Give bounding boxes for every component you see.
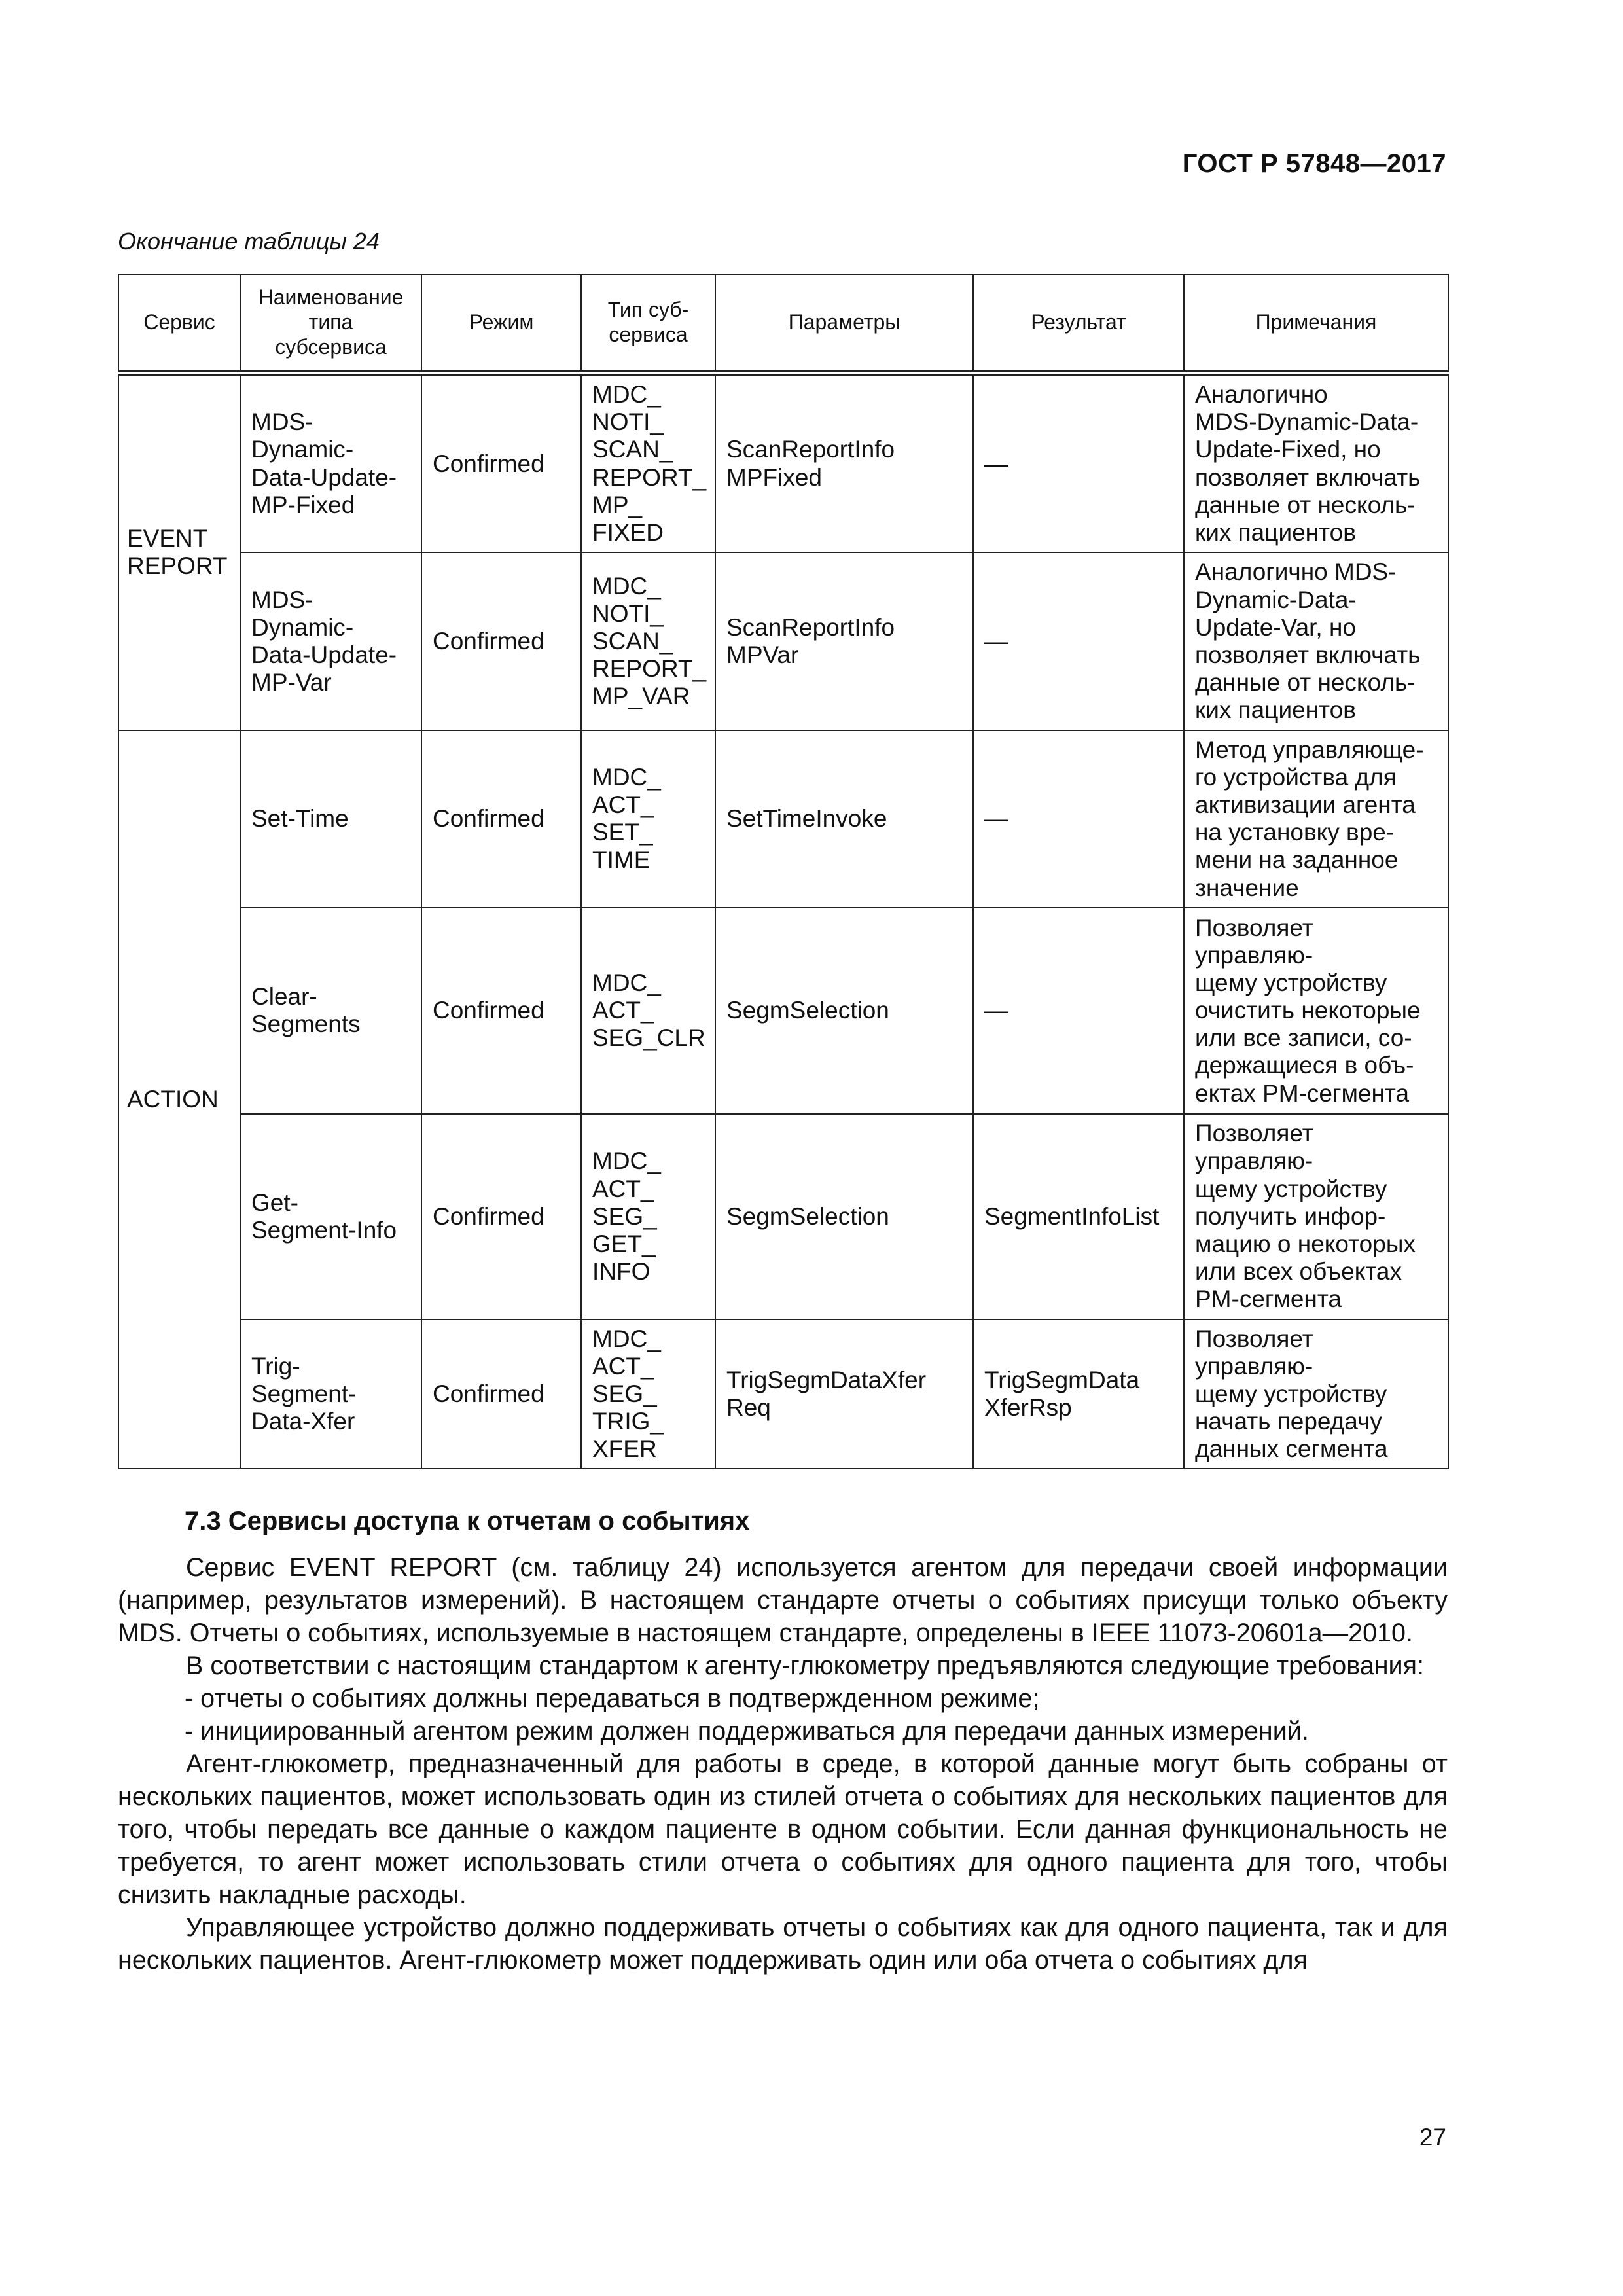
list-item: - инициированный агентом режим должен поддерживаться для передачи данных измерений. <box>185 1717 1309 1746</box>
paragraph: Агент-глюкометр, предназначенный для работы в среде, в которой данные могут быть собраны от нескольких пациентов, может использовать один из стилей отчета о событиях для нескольких пациентов для того, чтобы передать все данные о каждом пациенте в одном событии. Если данная функциональность не требуется, то агент может использовать стили отчета о событиях для одного пациента для того, чтобы снизить накладные расходы. <box>118 1749 1448 1909</box>
list-item: - отчеты о событиях должны передаваться в подтвержденном режиме; <box>185 1684 1040 1713</box>
notes-cell: Аналогично MDS- Dynamic-Data- Update-Var, но позволяет включать данные от несколь- ких пациентов <box>1184 552 1448 730</box>
mode-cell: Confirmed <box>421 552 581 730</box>
document-code: ГОСТ Р 57848—2017 <box>1182 149 1446 178</box>
notes-cell: Аналогично MDS-Dynamic-Data- Update-Fixed, но позволяет включать данные от несколь- ких пациентов <box>1184 373 1448 552</box>
result-cell: — <box>973 730 1184 908</box>
table-caption: Окончание таблицы 24 <box>118 228 380 255</box>
paragraph: Сервис EVENT REPORT (см. таблицу 24) используется агентом для передачи своей информации (например, результатов измерений). В настоящем стандарте отчеты о событиях присущи только объекту MDS. Отчеты о событиях, используемые в настоящем стандарте, определены в IEEE 11073-20601a—2010. <box>118 1553 1448 1647</box>
parameters-cell: SetTimeInvoke <box>715 730 973 908</box>
subservice-name-cell: Clear- Segments <box>240 908 421 1114</box>
header-parameters: Параметры <box>715 274 973 373</box>
subservice-type-cell: MDC_ ACT_ SEG_ TRIG_ XFER <box>581 1319 715 1469</box>
subservice-name-cell: Set-Time <box>240 730 421 908</box>
parameters-cell: SegmSelection <box>715 908 973 1114</box>
section-heading: 7.3 Сервисы доступа к отчетам о событиях <box>185 1507 750 1535</box>
subservice-name-cell: MDS- Dynamic- Data-Update- MP-Var <box>240 552 421 730</box>
table-header-row <box>118 274 1448 373</box>
subservice-type-cell: MDC_ ACT_ SEG_ GET_ INFO <box>581 1114 715 1320</box>
parameters-cell: ScanReportInfo MPFixed <box>715 373 973 552</box>
subservice-name-cell: Trig- Segment- Data-Xfer <box>240 1319 421 1469</box>
section-body <box>118 1551 1448 1977</box>
result-cell: — <box>973 552 1184 730</box>
mode-cell: Confirmed <box>421 1114 581 1320</box>
page-number: 27 <box>1419 2124 1446 2151</box>
notes-cell: Метод управляюще- го устройства для активизации агента на установку вре- мени на заданное значение <box>1184 730 1448 908</box>
table-row <box>118 908 1448 1114</box>
subservice-type-cell: MDC_ NOTI_ SCAN_ REPORT_ MP_ FIXED <box>581 373 715 552</box>
paragraph: В соответствии с настоящим стандартом к агенту-глюкометру предъявляются следующие требования: <box>186 1651 1424 1680</box>
result-cell: TrigSegmData XferRsp <box>973 1319 1184 1469</box>
mode-cell: Confirmed <box>421 1319 581 1469</box>
table-row <box>118 1319 1448 1469</box>
header-subservice-name: Наименование типа субсервиса <box>240 274 421 373</box>
parameters-cell: TrigSegmDataXfer Req <box>715 1319 973 1469</box>
header-service: Сервис <box>118 274 240 373</box>
services-table <box>118 274 1449 1469</box>
notes-cell: Позволяет управляю- щему устройству начать передачу данных сегмента <box>1184 1319 1448 1469</box>
mode-cell: Confirmed <box>421 908 581 1114</box>
subservice-type-cell: MDC_ ACT_ SEG_CLR <box>581 908 715 1114</box>
table-row <box>118 1114 1448 1320</box>
table-row <box>118 373 1448 552</box>
subservice-name-cell: MDS- Dynamic- Data-Update- MP-Fixed <box>240 373 421 552</box>
notes-cell: Позволяет управляю- щему устройству получить инфор- мацию о некоторых или всех объектах PM-сегмента <box>1184 1114 1448 1320</box>
result-cell: SegmentInfoList <box>973 1114 1184 1320</box>
subservice-type-cell: MDC_ ACT_ SET_ TIME <box>581 730 715 908</box>
mode-cell: Confirmed <box>421 730 581 908</box>
header-notes: Примечания <box>1184 274 1448 373</box>
parameters-cell: SegmSelection <box>715 1114 973 1320</box>
header-result: Результат <box>973 274 1184 373</box>
result-cell: — <box>973 373 1184 552</box>
notes-cell: Позволяет управляю- щему устройству очистить некоторые или все записи, со- держащиеся в объ- ектах PM-сегмента <box>1184 908 1448 1114</box>
subservice-name-cell: Get- Segment-Info <box>240 1114 421 1320</box>
service-cell: ACTION <box>118 730 240 1469</box>
table-row <box>118 730 1448 908</box>
mode-cell: Confirmed <box>421 373 581 552</box>
subservice-type-cell: MDC_ NOTI_ SCAN_ REPORT_ MP_VAR <box>581 552 715 730</box>
paragraph: Управляющее устройство должно поддерживать отчеты о событиях как для одного пациента, так и для нескольких пациентов. Агент-глюкометр может поддерживать один или оба отчета о событиях для <box>118 1913 1448 1975</box>
result-cell: — <box>973 908 1184 1114</box>
table-row <box>118 552 1448 730</box>
service-cell: EVENT REPORT <box>118 373 240 730</box>
header-mode: Режим <box>421 274 581 373</box>
parameters-cell: ScanReportInfo MPVar <box>715 552 973 730</box>
header-subservice-type: Тип суб- сервиса <box>581 274 715 373</box>
